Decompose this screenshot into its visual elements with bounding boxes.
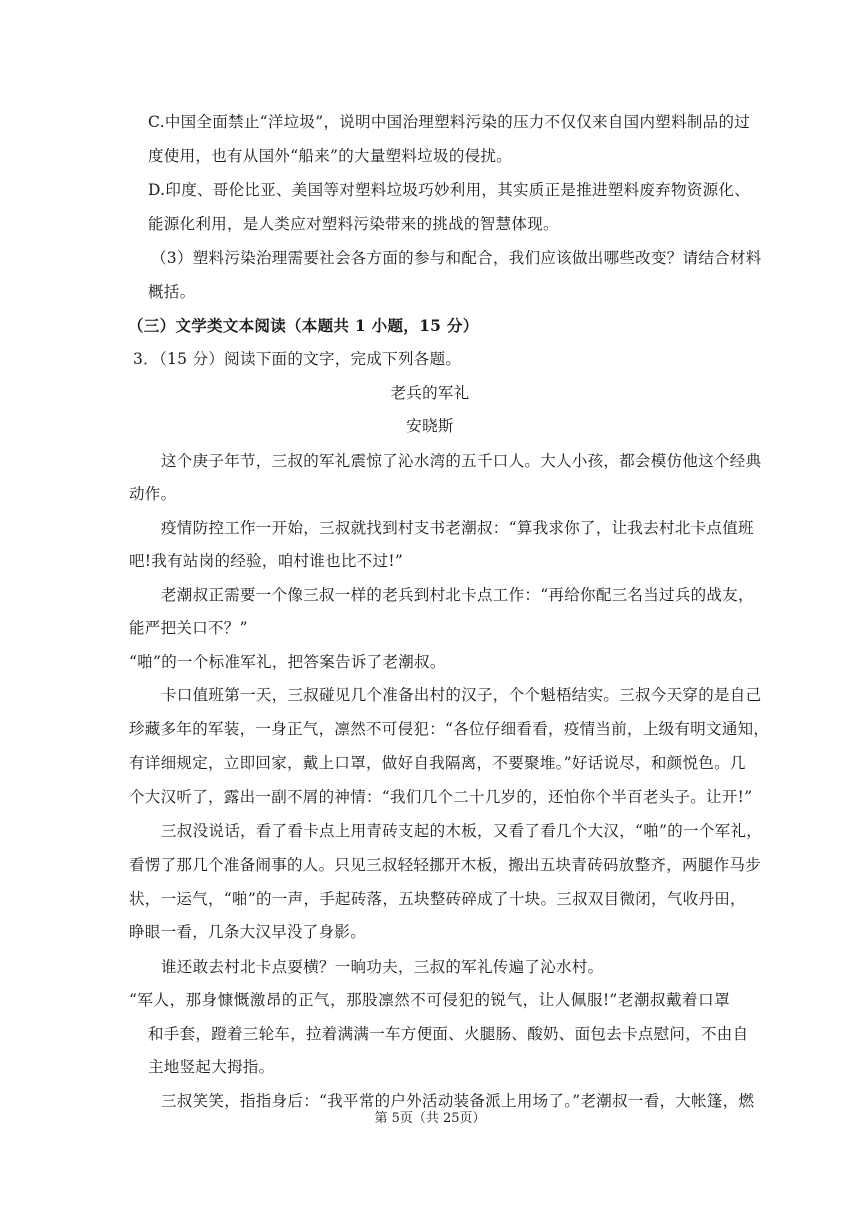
paragraph-line: 三叔笑笑，指指身后：“我平常的户外活动装备派上用场了。”老潮叔一看，大帐篷，燃: [161, 1092, 755, 1110]
article-title: 老兵的军礼: [390, 384, 470, 402]
paragraph-line: 卡口值班第一天，三叔碰见几个准备出村的汉子，个个魁梧结实。三叔今天穿的是自己: [161, 686, 762, 704]
paragraph-line: 这个庚子年节，三叔的军礼震惊了沁水湾的五千口人。大人小孩，都会模仿他这个经典: [161, 452, 762, 470]
paragraph-line: “啪”的一个标准军礼，把答案告诉了老潮叔。: [129, 653, 446, 671]
paragraph-line: 谁还敢去村北卡点耍横？一晌功夫，三叔的军礼传遍了沁水村。: [161, 958, 604, 976]
page-footer: 第 5页（共 25页）: [374, 1111, 486, 1126]
paragraph-line: 疫情防控工作一开始，三叔就找到村支书老潮叔：“算我求你了，让我去村北卡点值班: [161, 519, 754, 537]
option-d-line-2: 能源化利用，是人类应对塑料污染带来的挑战的智慧体现。: [148, 215, 559, 233]
option-d-line-1: D.印度、哥伦比亚、美国等对塑料垃圾巧妙利用，其实质正是推进塑料废弃物资源化、: [148, 181, 751, 199]
paragraph-line: 个大汉听了，露出一副不屑的神情：“我们几个二十几岁的，还怕你个半百老头子。让开!”: [129, 788, 753, 806]
paragraph-line: 老潮叔正需要一个像三叔一样的老兵到村北卡点工作：“再给你配三名当过兵的战友，: [161, 586, 754, 604]
paragraph-line: 吧!我有站岗的经验，咱村谁也比不过!”: [129, 552, 404, 570]
question-3-line-1: （3）塑料污染治理需要社会各方面的参与和配合，我们应该做出哪些改变？请结合材料: [151, 249, 762, 267]
paragraph-line: 看愣了那几个准备闹事的人。只见三叔轻轻挪开木板，搬出五块青砖码放整齐，两腿作马步: [129, 856, 762, 874]
option-c-line-1: C.中国全面禁止“洋垃圾”，说明中国治理塑料污染的压力不仅仅来自国内塑料制品的过: [148, 113, 751, 131]
paragraph-line: 睁眼一看，几条大汉早没了身影。: [129, 923, 367, 941]
paragraph-line: 主地竖起大拇指。: [148, 1058, 275, 1076]
paragraph-line: “军人，那身慷慨激昂的正气，那股凛然不可侵犯的锐气，让人佩服!”老潮叔戴着口罩: [129, 991, 730, 1009]
paragraph-line: 有详细规定，立即回家，戴上口罩，做好自我隔离，不要聚堆。”好话说尽，和颜悦色。几: [129, 754, 746, 772]
paragraph-line: 能严把关口不？”: [129, 619, 248, 637]
paragraph-line: 状，一运气，“啪”的一声，手起砖落，五块整砖碎成了十块。三叔双目微闭，气收丹田，: [129, 890, 746, 908]
question-intro: 3．（15 分）阅读下面的文字，完成下列各题。: [133, 350, 462, 368]
section-heading: （三）文学类文本阅读（本题共 1 小题，15 分）: [128, 316, 479, 335]
question-3-line-2: 概括。: [148, 283, 196, 301]
paragraph-line: 动作。: [129, 485, 177, 503]
option-c-line-2: 度使用，也有从国外“船来”的大量塑料垃圾的侵扰。: [148, 147, 513, 165]
paragraph-line: 珍藏多年的军装，一身正气，凛然不可侵犯：“各位仔细看看，疫情当前，上级有明文通知，: [129, 720, 770, 738]
paragraph-line: 和手套，蹬着三轮车，拉着满满一车方便面、火腿肠、酸奶、面包去卡点慰问，不由自: [148, 1025, 749, 1043]
article-author: 安晓斯: [406, 417, 454, 435]
paragraph-line: 三叔没说话，看了看卡点上用青砖支起的木板，又看了看几个大汉，“啪”的一个军礼，: [161, 822, 763, 840]
